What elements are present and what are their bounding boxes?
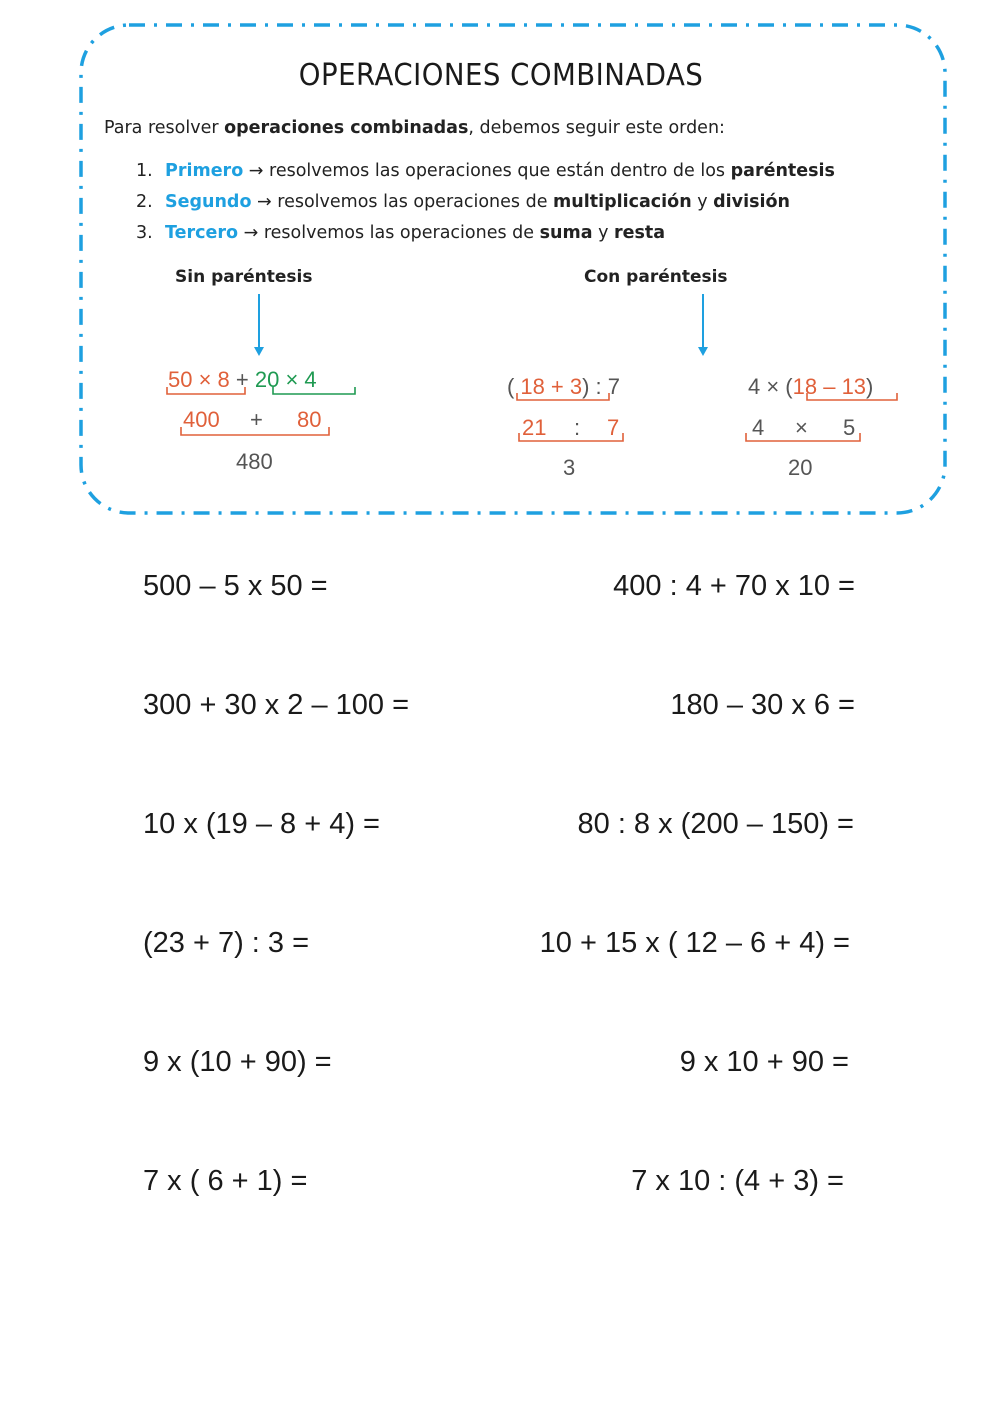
arrow-icon: →	[243, 223, 259, 243]
ex1-plus: +	[235, 367, 249, 392]
ex2-result: 3	[563, 455, 576, 480]
example2-line1	[507, 374, 620, 400]
intro-post: , debemos seguir este orden:	[468, 118, 725, 138]
step-key: Tercero	[165, 223, 239, 243]
ex2-l2b: 7	[607, 415, 620, 440]
step-mid: y	[691, 192, 714, 212]
arrow-icon: →	[248, 161, 264, 181]
ex3-inner: 18 – 13	[792, 374, 867, 399]
label-con-parentesis: Con paréntesis	[584, 267, 728, 287]
step-mid: y	[592, 223, 614, 243]
exercise-right-2: 180 – 30 x 6 =	[670, 689, 855, 721]
exercise-right-5: 9 x 10 + 90 =	[679, 1046, 849, 1078]
examples-graphics	[0, 0, 1000, 520]
ex2-l2op: :	[574, 415, 581, 440]
exercise-left-5: 9 x (10 + 90) =	[143, 1046, 332, 1078]
step-key: Primero	[165, 161, 244, 181]
step-number: 3.	[136, 223, 153, 243]
exercise-left-2: 300 + 30 x 2 – 100 =	[143, 689, 410, 721]
ex1-l2b: 80	[297, 407, 322, 432]
page-title: OPERACIONES COMBINADAS	[298, 58, 704, 93]
ex1-term-red: 50 × 8	[168, 367, 230, 392]
ex1-result: 480	[236, 449, 273, 474]
example1-line1	[168, 367, 317, 393]
ex2-inner: 18 + 3	[520, 374, 583, 399]
step-text: resolvemos las operaciones que están dentro de los	[263, 161, 731, 181]
exercise-right-1: 400 : 4 + 70 x 10 =	[613, 570, 855, 602]
ex3-l2b: 5	[843, 415, 856, 440]
ex2-close: ) : 7	[582, 374, 621, 399]
ex2-l2a: 21	[522, 415, 547, 440]
intro-bold: operaciones combinadas	[224, 118, 469, 138]
step-number: 1.	[136, 161, 153, 181]
intro-pre: Para resolver	[104, 118, 225, 138]
exercise-left-3: 10 x (19 – 8 + 4) =	[143, 808, 380, 840]
ex3-pre: 4 × (	[748, 374, 793, 399]
step-key: Segundo	[165, 192, 252, 212]
step-bold: resta	[614, 223, 666, 243]
ex3-l2op: ×	[795, 415, 808, 440]
example3-line1	[748, 374, 873, 400]
step-number: 2.	[136, 192, 153, 212]
step-bold: paréntesis	[730, 161, 835, 181]
exercise-right-3: 80 : 8 x (200 – 150) =	[577, 808, 854, 840]
ex1-term-green: 20 × 4	[254, 367, 317, 392]
exercise-right-6: 7 x 10 : (4 + 3) =	[631, 1165, 844, 1197]
exercise-left-1: 500 – 5 x 50 =	[143, 570, 328, 602]
label-sin-parentesis: Sin paréntesis	[175, 267, 313, 287]
ex1-l2op: +	[250, 407, 263, 432]
ex2-open: (	[507, 374, 515, 399]
ex3-close: )	[866, 374, 874, 399]
exercise-right-4: 10 + 15 x ( 12 – 6 + 4) =	[539, 927, 850, 959]
ex3-l2a: 4	[752, 415, 765, 440]
step-bold: suma	[539, 223, 593, 243]
down-arrow-icon	[254, 347, 264, 356]
arrow-icon: →	[257, 192, 272, 212]
ex1-l2a: 400	[183, 407, 220, 432]
step-bold: multiplicación	[553, 192, 692, 212]
down-arrow-icon	[698, 347, 708, 356]
step-text: resolvemos las operaciones de	[271, 192, 554, 212]
exercise-left-6: 7 x ( 6 + 1) =	[143, 1165, 308, 1197]
step-text: resolvemos las operaciones de	[258, 223, 540, 243]
exercise-left-4: (23 + 7) : 3 =	[143, 927, 310, 959]
step-bold: división	[713, 192, 790, 212]
ex3-result: 20	[788, 455, 813, 480]
